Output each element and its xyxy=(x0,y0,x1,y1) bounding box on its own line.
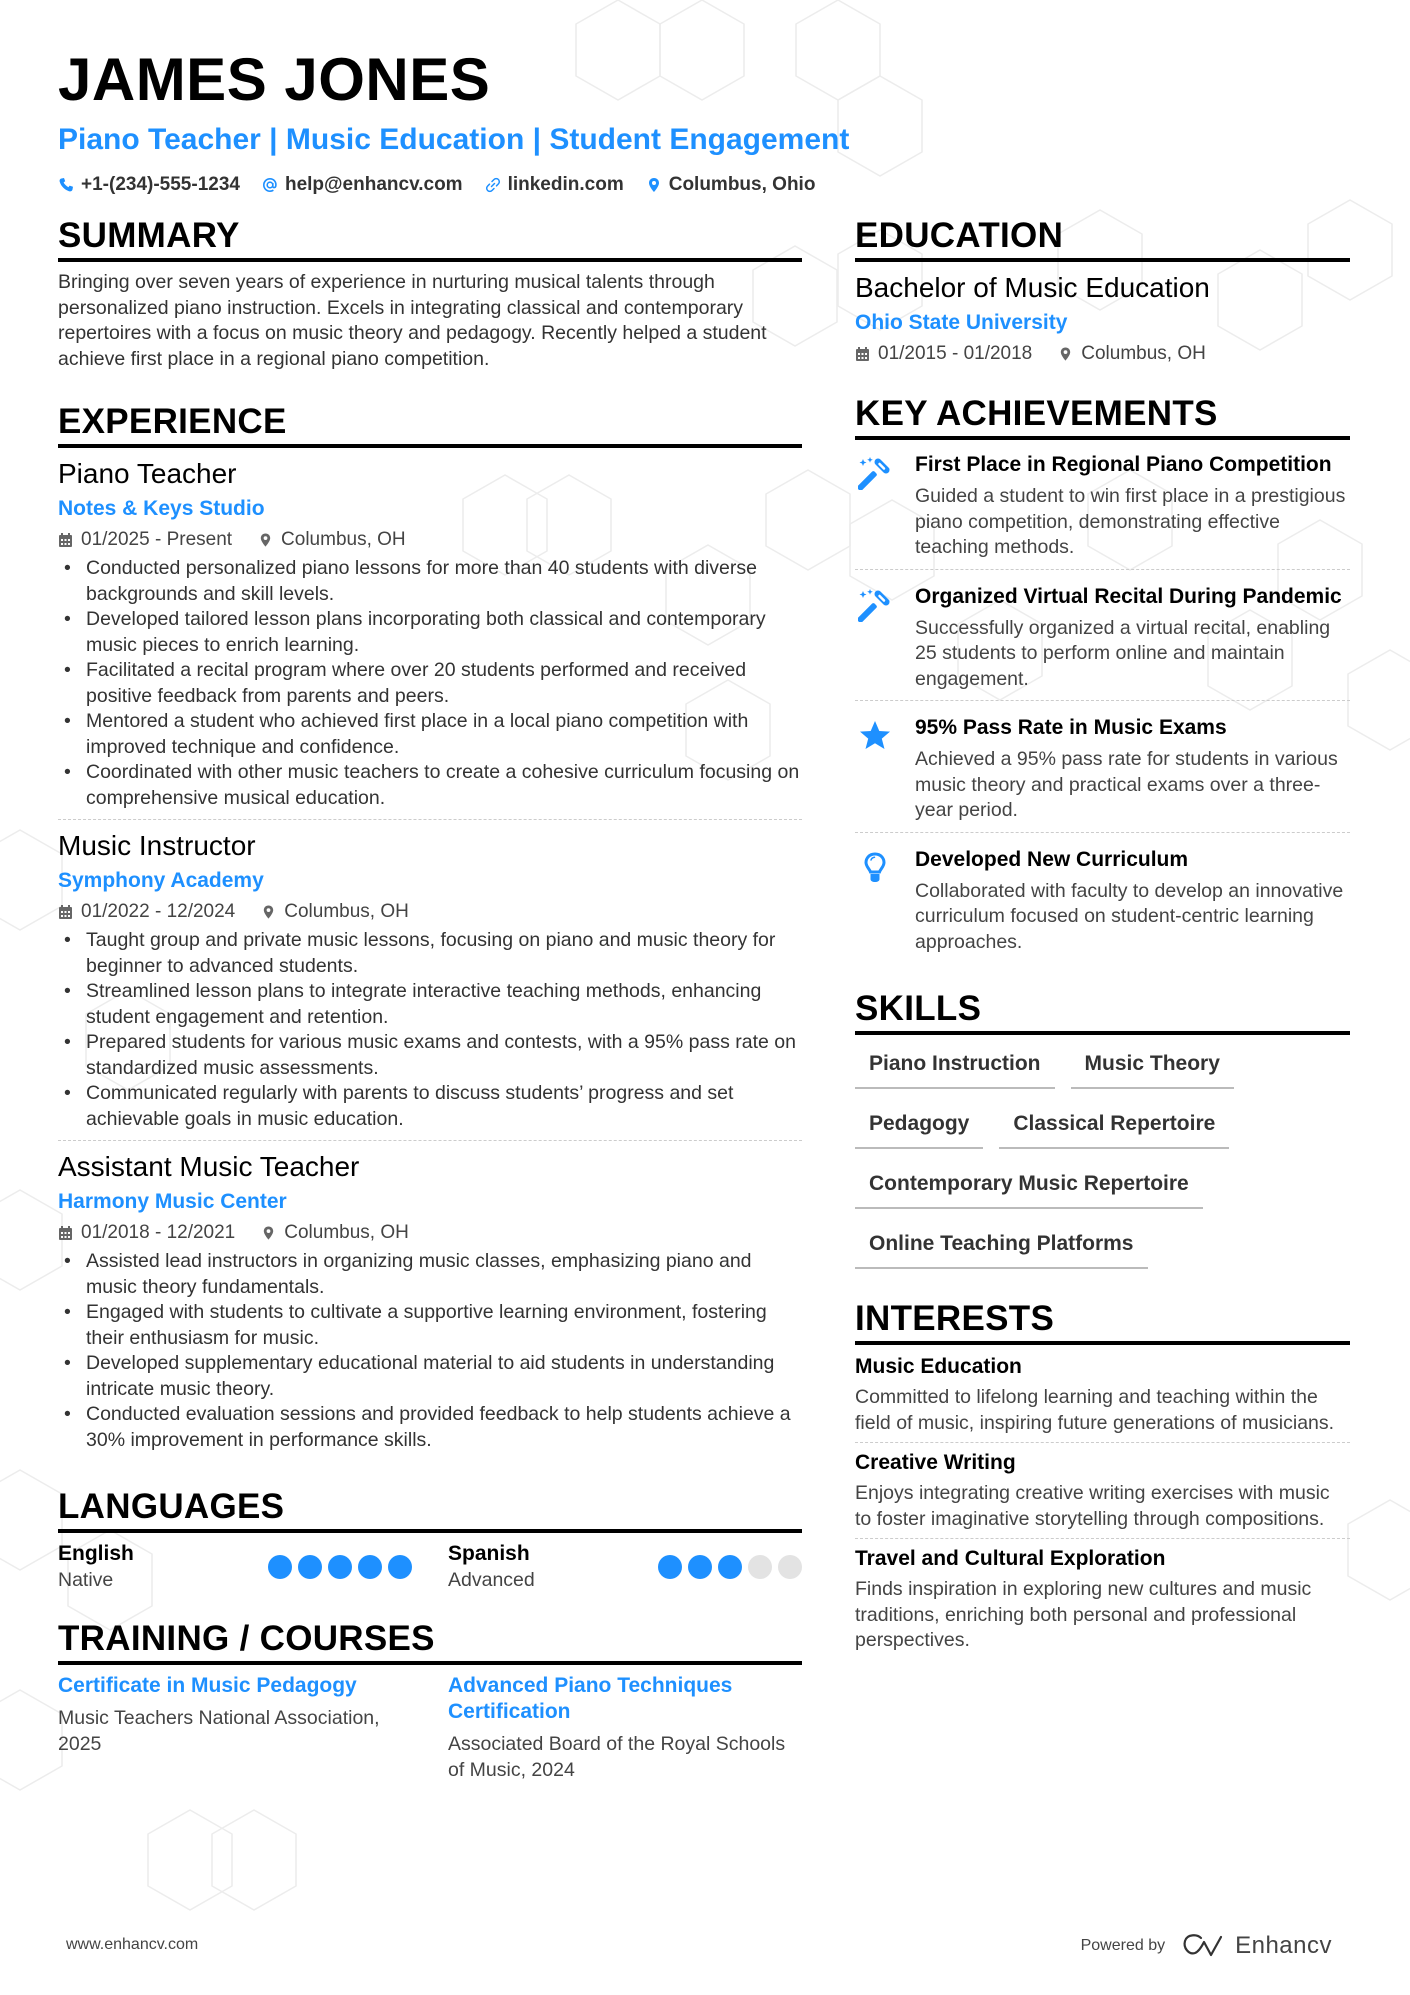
experience-heading: EXPERIENCE xyxy=(58,402,802,448)
education-meta xyxy=(855,340,1350,368)
location-icon xyxy=(1058,346,1073,362)
magic-wand-icon xyxy=(858,456,892,490)
contact-email-text: help@enhancv.com xyxy=(284,174,463,195)
job-location: Columbus, OH xyxy=(281,529,406,550)
rating-dot-empty xyxy=(778,1555,802,1579)
skill-tag: Piano Instruction xyxy=(855,1043,1055,1089)
enhancv-logo[interactable] xyxy=(1181,1932,1332,1960)
skill-tag: Contemporary Music Repertoire xyxy=(855,1163,1203,1209)
interests-section xyxy=(855,1299,1350,1660)
languages-heading: LANGUAGES xyxy=(58,1487,802,1533)
achievement-item xyxy=(855,580,1350,702)
job-meta xyxy=(58,898,802,926)
at-icon xyxy=(262,177,278,193)
interest-title: Creative Writing xyxy=(855,1451,1016,1474)
job-bullet: • Facilitated a recital program where over 20 students performed and received positive feedback from parents and peers. xyxy=(58,658,802,709)
achievements-heading: KEY ACHIEVEMENTS xyxy=(855,394,1350,440)
job-bullets xyxy=(58,928,802,1132)
skills-list xyxy=(855,1043,1350,1269)
contact-location xyxy=(646,174,816,196)
course-title: Certificate in Music Pedagogy xyxy=(58,1674,357,1697)
summary-heading: SUMMARY xyxy=(58,216,802,262)
job-location: Columbus, OH xyxy=(284,901,409,922)
interest-description: Finds inspiration in exploring new cultures and music traditions, enriching both personal and professional perspectives. xyxy=(855,1578,1312,1651)
phone-icon xyxy=(58,177,74,193)
magic-wand-icon xyxy=(858,588,892,622)
training-section xyxy=(58,1619,802,1783)
job-title: Assistant Music Teacher xyxy=(58,1151,360,1182)
achievement-item xyxy=(855,448,1350,570)
language-level: Advanced xyxy=(448,1569,535,1591)
interest-description: Enjoys integrating creative writing exercises with music to foster imaginative storytelling through compositions. xyxy=(855,1482,1330,1530)
calendar-icon xyxy=(58,532,73,548)
page-footer xyxy=(0,1932,1410,1962)
achievement-description: Collaborated with faculty to develop an innovative curriculum focused on student-centric learning approaches. xyxy=(915,879,1344,953)
contact-info xyxy=(58,174,1358,196)
rating-dot-filled xyxy=(718,1555,742,1579)
powered-by-label: Powered by xyxy=(1080,1937,1166,1954)
contact-phone[interactable] xyxy=(58,174,240,196)
job-bullet: • Mentored a student who achieved first place in a local piano competition with improved technique and confidence. xyxy=(58,709,802,760)
enhancv-logo-icon xyxy=(1181,1933,1227,1959)
job-bullets xyxy=(58,556,802,811)
interest-item xyxy=(855,1545,1350,1660)
interests-heading: INTERESTS xyxy=(855,1299,1350,1345)
contact-phone-text: +1-(234)-555-1234 xyxy=(81,174,240,195)
job-bullet: • Coordinated with other music teachers to create a cohesive curriculum focusing on comprehensive musical education. xyxy=(58,760,802,811)
experience-section xyxy=(58,402,802,1461)
summary-text: Bringing over seven years of experience in nurturing musical talents through personalized piano instruction. Excels in integrating classical and contemporary repertoires with a focus on music theory and pedagogy. Recently helped a student achieve first place in a regional piano competition. xyxy=(58,271,767,370)
courses-list xyxy=(58,1673,802,1783)
training-heading: TRAINING / COURSES xyxy=(58,1619,802,1665)
location-icon xyxy=(261,1225,276,1241)
lightbulb-icon xyxy=(858,851,892,885)
education-section xyxy=(855,216,1350,368)
job-dates: 01/2025 - Present xyxy=(81,529,233,550)
achievement-title: 95% Pass Rate in Music Exams xyxy=(915,716,1227,739)
footer-branding xyxy=(1081,1932,1332,1960)
job-entry xyxy=(58,456,802,820)
education-heading: EDUCATION xyxy=(855,216,1350,262)
location-icon xyxy=(261,904,276,920)
candidate-headline: Piano Teacher | Music Education | Student Engagement xyxy=(58,123,850,156)
skill-tag: Classical Repertoire xyxy=(999,1103,1229,1149)
location-icon xyxy=(646,177,662,193)
job-bullet: • Conducted evaluation sessions and provided feedback to help students achieve a 30% improvement in performance skills. xyxy=(58,1402,802,1453)
calendar-icon xyxy=(58,1225,73,1241)
job-bullet: • Prepared students for various music exams and contests, with a 95% pass rate on standardized music assessments. xyxy=(58,1030,802,1081)
skill-tag: Online Teaching Platforms xyxy=(855,1223,1148,1269)
job-meta xyxy=(58,526,802,554)
language-item xyxy=(58,1541,412,1593)
skill-tag: Music Theory xyxy=(1071,1043,1234,1089)
contact-linkedin[interactable] xyxy=(485,174,624,196)
calendar-icon xyxy=(855,346,870,362)
rating-dot-filled xyxy=(688,1555,712,1579)
interest-item xyxy=(855,1353,1350,1443)
job-title: Music Instructor xyxy=(58,830,256,861)
rating-dot-filled xyxy=(268,1555,292,1579)
course-provider: Music Teachers National Association, 2025 xyxy=(58,1707,380,1755)
rating-dot-filled xyxy=(298,1555,322,1579)
languages-section xyxy=(58,1487,802,1593)
location-icon xyxy=(258,532,273,548)
company-name: Notes & Keys Studio xyxy=(58,497,265,520)
job-bullet: • Assisted lead instructors in organizing music classes, emphasizing piano and music theory fundamentals. xyxy=(58,1249,802,1300)
achievement-item xyxy=(855,843,1350,964)
interest-title: Music Education xyxy=(855,1355,1022,1378)
job-meta xyxy=(58,1219,802,1247)
school-name: Ohio State University xyxy=(855,311,1068,334)
achievement-description: Achieved a 95% pass rate for students in various music theory and practical exams over a three-year period. xyxy=(915,748,1338,821)
contact-location-text: Columbus, Ohio xyxy=(668,174,816,195)
job-bullet: • Taught group and private music lessons, focusing on piano and music theory for beginner to advanced students. xyxy=(58,928,802,979)
achievement-description: Guided a student to win first place in a prestigious piano competition, demonstrating effective teaching methods. xyxy=(915,485,1346,558)
language-rating xyxy=(658,1555,802,1579)
language-rating xyxy=(268,1555,412,1579)
course-provider: Associated Board of the Royal Schools of Music, 2024 xyxy=(448,1733,786,1781)
language-item xyxy=(448,1541,802,1593)
languages-list xyxy=(58,1541,802,1593)
right-column xyxy=(855,216,1350,1686)
contact-email[interactable] xyxy=(262,174,463,196)
course-item xyxy=(448,1673,802,1783)
course-title: Advanced Piano Techniques Certification xyxy=(448,1674,733,1723)
course-item xyxy=(58,1673,412,1783)
company-name: Symphony Academy xyxy=(58,869,264,892)
language-name: Spanish xyxy=(448,1542,530,1565)
brand-name: Enhancv xyxy=(1235,1932,1332,1959)
job-bullet: • Conducted personalized piano lessons for more than 40 students with diverse backgrounds and skill levels. xyxy=(58,556,802,607)
language-level: Native xyxy=(58,1569,114,1591)
education-location: Columbus, OH xyxy=(1081,343,1206,364)
interest-description: Committed to lifelong learning and teaching within the field of music, inspiring future generations of musicians. xyxy=(855,1386,1335,1434)
job-bullet: • Developed supplementary educational material to aid students in understanding intricate music theory. xyxy=(58,1351,802,1402)
job-bullet: • Streamlined lesson plans to integrate interactive teaching methods, enhancing student engagement and retention. xyxy=(58,979,802,1030)
achievement-item xyxy=(855,711,1350,833)
job-dates: 01/2022 - 12/2024 xyxy=(81,901,236,922)
rating-dot-filled xyxy=(358,1555,382,1579)
skills-heading: SKILLS xyxy=(855,989,1350,1035)
left-column xyxy=(58,216,802,1809)
link-icon xyxy=(485,177,501,193)
skill-tag: Pedagogy xyxy=(855,1103,983,1149)
job-bullet: • Communicated regularly with parents to discuss students’ progress and set achievable goals in music education. xyxy=(58,1081,802,1132)
language-name: English xyxy=(58,1542,134,1565)
rating-dot-empty xyxy=(748,1555,772,1579)
rating-dot-filled xyxy=(328,1555,352,1579)
achievement-description: Successfully organized a virtual recital, enabling 25 students to perform online and maintain engagement. xyxy=(915,616,1331,690)
interest-item xyxy=(855,1449,1350,1539)
achievement-title: Developed New Curriculum xyxy=(915,847,1189,871)
job-entry xyxy=(58,1149,802,1461)
education-dates: 01/2015 - 01/2018 xyxy=(878,343,1033,364)
job-bullets xyxy=(58,1249,802,1453)
job-location: Columbus, OH xyxy=(284,1222,409,1243)
achievement-title: Organized Virtual Recital During Pandemic xyxy=(915,584,1342,608)
company-name: Harmony Music Center xyxy=(58,1190,287,1213)
contact-linkedin-text: linkedin.com xyxy=(507,174,624,195)
summary-section xyxy=(58,216,802,372)
interest-title: Travel and Cultural Exploration xyxy=(855,1547,1166,1570)
candidate-name: JAMES JONES xyxy=(58,46,491,113)
resume-header xyxy=(58,44,1358,196)
rating-dot-filled xyxy=(388,1555,412,1579)
footer-website-link[interactable]: www.enhancv.com xyxy=(66,1936,199,1953)
job-dates: 01/2018 - 12/2021 xyxy=(81,1222,236,1243)
rating-dot-filled xyxy=(658,1555,682,1579)
achievement-title: First Place in Regional Piano Competition xyxy=(915,453,1332,476)
job-bullet: • Engaged with students to cultivate a supportive learning environment, fostering their enthusiasm for music. xyxy=(58,1300,802,1351)
star-icon xyxy=(858,719,892,753)
skills-section xyxy=(855,989,1350,1269)
job-entry xyxy=(58,828,802,1141)
calendar-icon xyxy=(58,904,73,920)
degree-title: Bachelor of Music Education xyxy=(855,272,1210,303)
job-title: Piano Teacher xyxy=(58,458,237,489)
achievements-section xyxy=(855,394,1350,963)
job-bullet: • Developed tailored lesson plans incorporating both classical and contemporary music pieces to enrich learning. xyxy=(58,607,802,658)
